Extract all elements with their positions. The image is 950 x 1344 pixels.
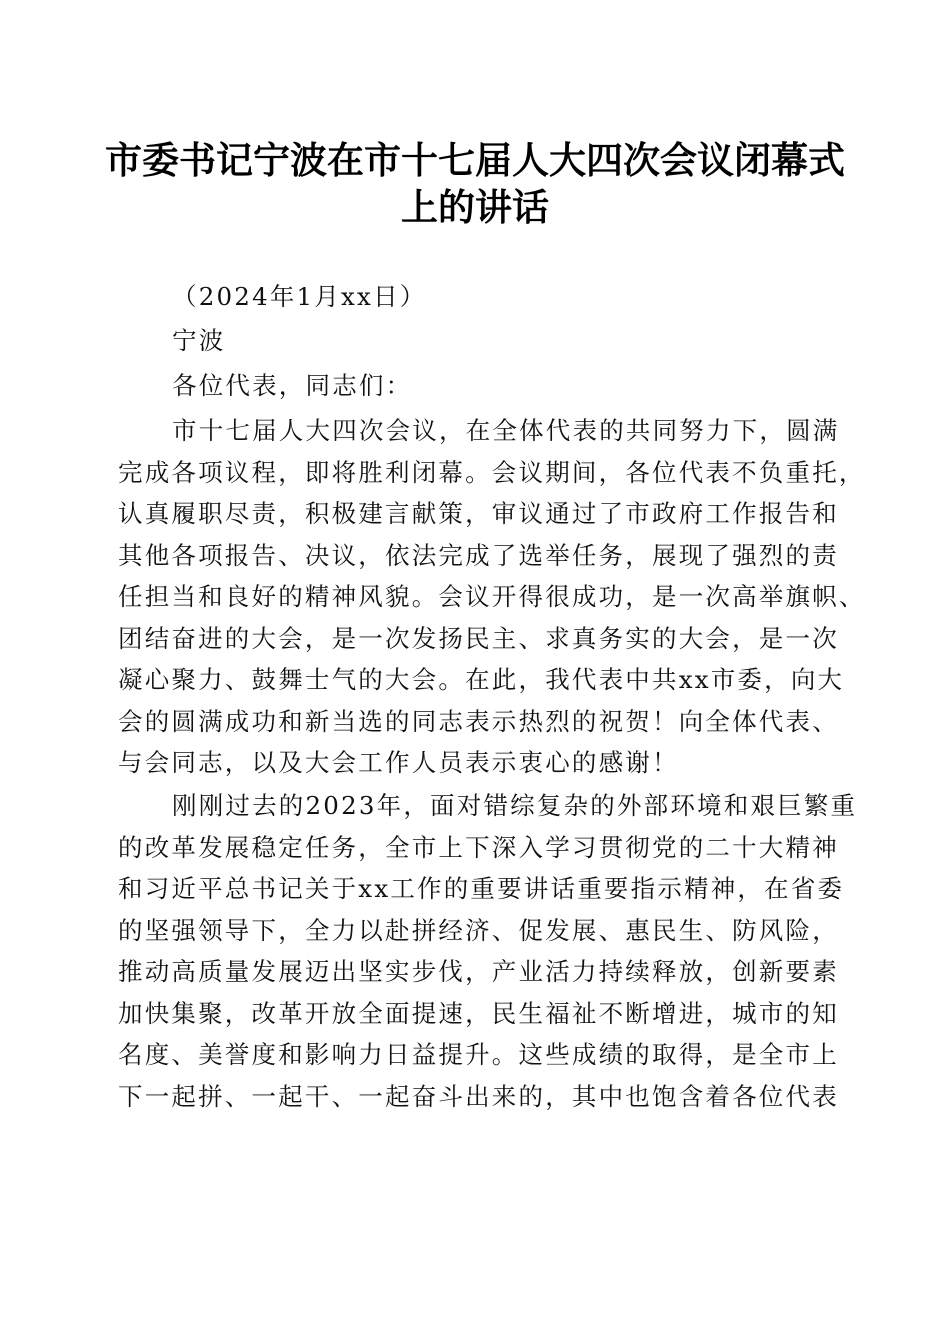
- document-title-line-1: 市委书记宁波在市十七届人大四次会议闭幕式: [105, 138, 845, 182]
- speaker-line: [118, 320, 838, 362]
- paragraph-2: [118, 785, 858, 1117]
- paragraph-1-line: 市十七届人大四次会议，在全体代表的共同努力下，圆满: [172, 416, 840, 445]
- paragraph-1-line: 团结奋进的大会，是一次发扬民主、求真务实的大会，是一次: [118, 623, 839, 653]
- paragraph-1-line: 其他各项报告、决议，依法完成了选举任务，展现了强烈的责: [118, 540, 839, 570]
- salutation-text: 各位代表，同志们：: [172, 371, 413, 400]
- salutation-line: [118, 365, 838, 407]
- paragraph-2-line: 的改革发展稳定任务，全市上下深入学习贯彻党的二十大精神: [118, 832, 839, 862]
- paragraph-2-line: 和习近平总书记关于xx工作的重要讲话重要指示精神，在省委: [118, 874, 845, 903]
- paragraph-1-line: 会的圆满成功和新当选的同志表示热烈的祝贺！向全体代表、: [118, 706, 839, 736]
- speaker-name: 宁波: [172, 326, 226, 355]
- paragraph-1-line: 与会同志，以及大会工作人员表示衷心的感谢！: [118, 748, 679, 777]
- paragraph-2-line: 的坚强领导下，全力以赴拼经济、促发展、惠民生、防风险，: [118, 915, 839, 945]
- date-line: [118, 276, 838, 318]
- paragraph-1: [118, 410, 866, 784]
- document-title-line-2: 上的讲话: [401, 185, 549, 229]
- paragraph-2-line: 下一起拼、一起干、一起奋斗出来的，其中也饱含着各位代表: [118, 1081, 839, 1111]
- paragraph-1-line: 凝心聚力、鼓舞士气的大会。在此，我代表中共xx市委，向大: [118, 665, 845, 694]
- paragraph-2-line: 刚刚过去的2023年，面对错综复杂的外部环境和艰巨繁重: [172, 791, 858, 820]
- paragraph-1-line: 完成各项议程，即将胜利闭幕。会议期间，各位代表不负重托，: [118, 457, 866, 487]
- paragraph-2-line: 名度、美誉度和影响力日益提升。这些成绩的取得，是全市上: [118, 1040, 839, 1069]
- paragraph-1-line: 认真履职尽责，积极建言献策，审议通过了市政府工作报告和: [118, 499, 839, 528]
- paragraph-1-line: 任担当和良好的精神风貌。会议开得很成功，是一次高举旗帜、: [118, 582, 866, 611]
- date-text: （2024年1月xx日）: [172, 282, 427, 311]
- paragraph-2-line: 加快集聚，改革开放全面提速，民生福祉不断增进，城市的知: [118, 998, 839, 1028]
- paragraph-2-line: 推动高质量发展迈出坚实步伐，产业活力持续释放，创新要素: [118, 957, 839, 986]
